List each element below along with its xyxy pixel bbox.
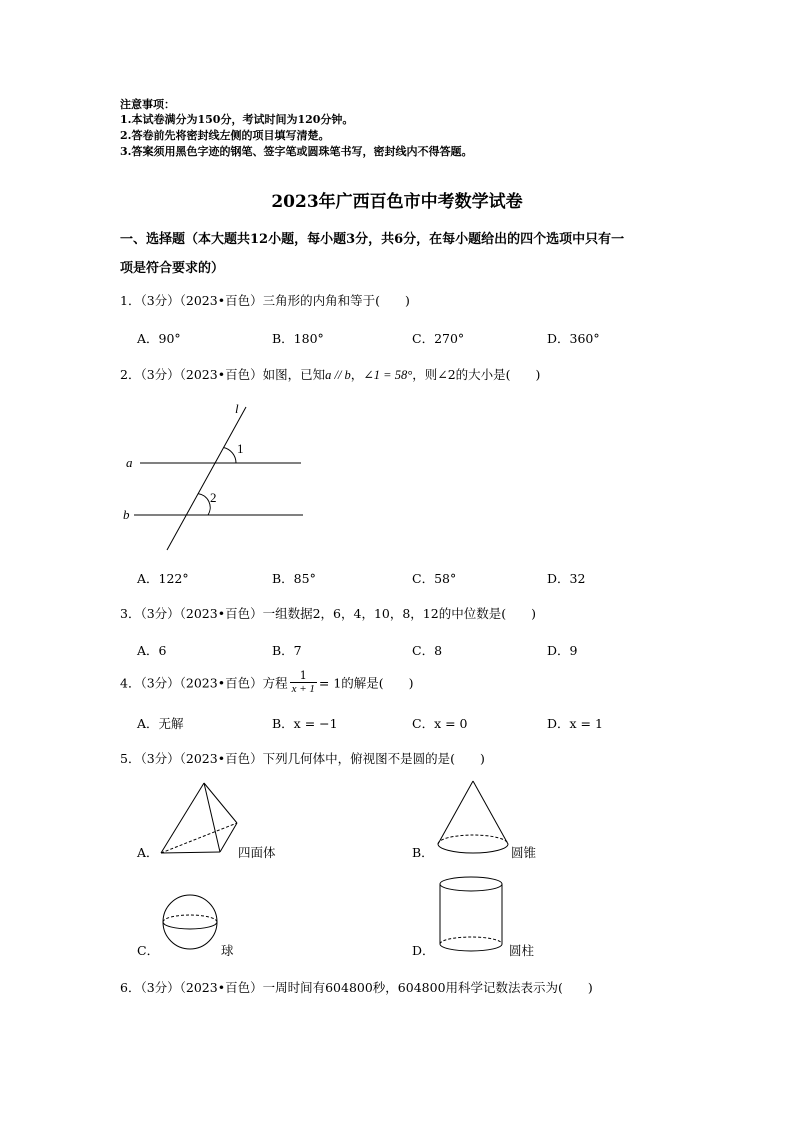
q5-option-a-name: 四面体 xyxy=(238,845,276,860)
q1-option-d: D．360° xyxy=(547,331,600,346)
q5-option-b-letter: B． xyxy=(412,845,434,860)
section-heading-line2: 项是符合要求的） xyxy=(120,261,225,276)
q1-option-a: A．90° xyxy=(137,331,181,346)
q2-option-d: D．32 xyxy=(547,571,586,586)
q2-option-a: A．122° xyxy=(137,571,189,586)
question-5: 5．（3分）（2023•百色）下列几何体中，俯视图不是圆的是( ) xyxy=(120,751,485,766)
q2-angle-expr: ∠1 = 58° xyxy=(363,368,413,382)
question-4 xyxy=(120,670,414,695)
question-3: 3．（3分）（2023•百色）一组数据2，6，4，10，8，12的中位数是( ) xyxy=(120,606,536,621)
notice-item-3: 3.答案须用黑色字迹的钢笔、签字笔或圆珠笔书写，密封线内不得答题。 xyxy=(120,145,473,158)
exam-title: 2023年广西百色市中考数学试卷 xyxy=(271,192,523,212)
q1-option-b: B．180° xyxy=(272,331,324,346)
notice-item-1: 1.本试卷满分为150分，考试时间为120分钟。 xyxy=(120,113,354,126)
question-6: 6．（3分）（2023•百色）一周时间有604800秒，604800用科学记数法表示为( ) xyxy=(120,980,593,995)
q5-option-c-name: 球 xyxy=(221,943,234,958)
sphere-icon xyxy=(160,892,224,956)
q3-option-b: B．7 xyxy=(272,643,302,658)
q2-suffix: ，则∠2的大小是( ) xyxy=(412,367,541,382)
q5-option-a-letter: A． xyxy=(137,845,159,860)
q3-option-a: A．6 xyxy=(137,643,167,658)
tetrahedron-icon xyxy=(160,780,240,860)
notice-item-2: 2.答卷前先将密封线左侧的项目填写清楚。 xyxy=(120,129,330,142)
q1-option-c: C．270° xyxy=(412,331,465,346)
q4-fraction-numerator: 1 xyxy=(290,670,317,683)
q2-option-c: C．58° xyxy=(412,571,457,586)
q4-fraction-denominator: x + 1 xyxy=(291,683,315,695)
label-line-a: a xyxy=(126,455,133,470)
q5-option-c-letter: C． xyxy=(137,943,160,958)
label-angle-2: 2 xyxy=(210,490,217,505)
q4-suffix: = 1的解是( ) xyxy=(318,675,414,691)
q4-prefix: 4．（3分）（2023•百色）方程 xyxy=(120,675,288,691)
q4-option-a: A．无解 xyxy=(137,716,184,731)
q2-option-b: B．85° xyxy=(272,571,316,586)
label-line-b: b xyxy=(123,507,130,522)
notice-heading: 注意事项： xyxy=(120,98,175,111)
q4-option-b: B．x = −1 xyxy=(272,716,338,731)
label-angle-1: 1 xyxy=(237,441,244,456)
q4-option-c: C．x = 0 xyxy=(412,716,468,731)
q5-option-d-name: 圆柱 xyxy=(509,943,535,958)
question-1: 1．（3分）（2023•百色）三角形的内角和等于( ) xyxy=(120,293,410,308)
q2-parallel-expr: a // b xyxy=(325,368,351,382)
q2-prefix: 2．（3分）（2023•百色）如图，已知 xyxy=(120,367,326,382)
q5-option-b-name: 圆锥 xyxy=(511,845,537,860)
q5-option-d-letter: D． xyxy=(412,943,435,958)
cylinder-icon xyxy=(438,874,510,964)
q4-option-d: D．x = 1 xyxy=(547,716,603,731)
q2-separator: ， xyxy=(350,367,364,382)
label-line-l: l xyxy=(235,401,239,416)
q4-fraction xyxy=(290,670,317,695)
cone-icon xyxy=(436,778,516,858)
q3-option-c: C．8 xyxy=(412,643,443,658)
q3-option-d: D．9 xyxy=(547,643,578,658)
section-heading-line1: 一、选择题（本大题共12小题，每小题3分，共6分，在每小题给出的四个选项中只有一 xyxy=(120,232,625,247)
